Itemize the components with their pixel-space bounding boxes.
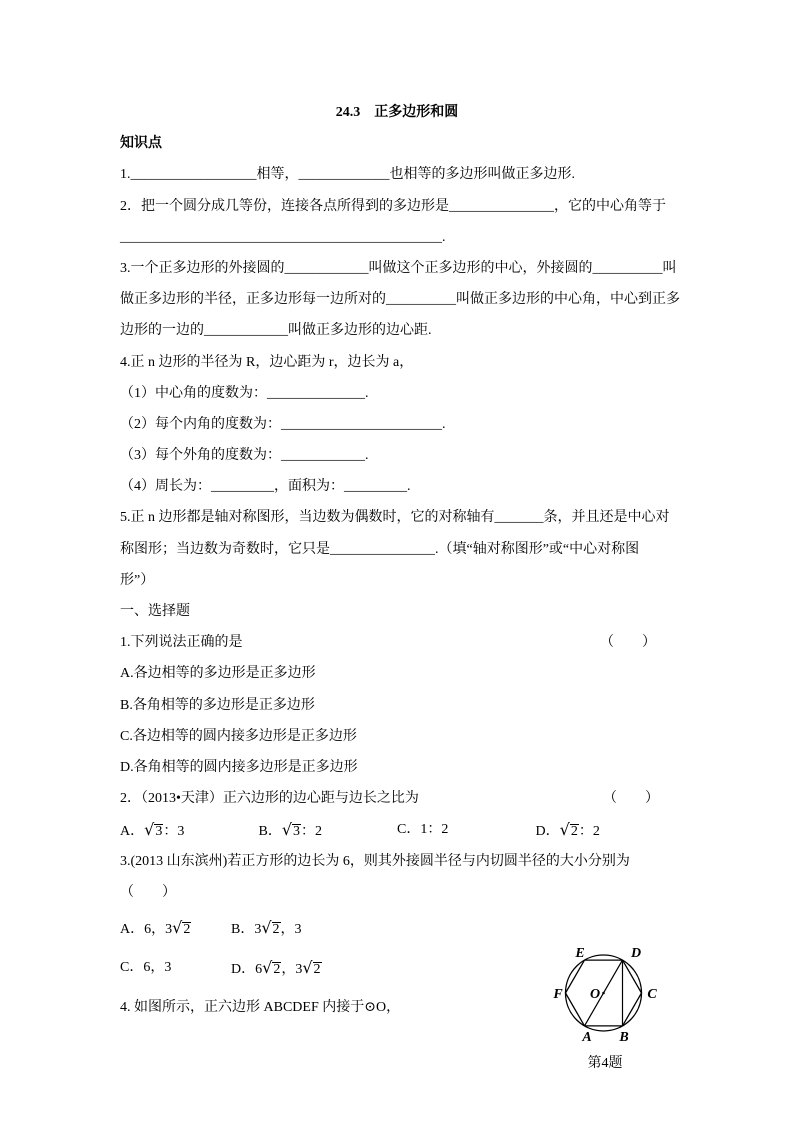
choice-q1-option-a: A.各边相等的多边形是正多边形 — [120, 666, 316, 682]
knowledge-q4-item-2: （2）每个内角的度数为：_______________________. — [120, 416, 446, 432]
knowledge-q1: 1.__________________相等，_____________也相等的多边形叫做正多边形. — [120, 167, 575, 183]
radical-sign: √ — [262, 957, 273, 977]
inscribed-hexagon-figure — [545, 935, 670, 1075]
option-text: 3 — [254, 921, 262, 937]
option-tail: ：3 — [163, 824, 185, 840]
option-text: 1：2 — [420, 822, 449, 838]
choice-q3-answer-paren: （ ） — [120, 884, 176, 900]
choice-q3-option-d — [231, 948, 342, 988]
center-point-o — [602, 992, 605, 995]
page-title: 24.3 正多边形和圆 — [335, 105, 459, 120]
label-e: E — [575, 946, 585, 961]
option-label: C． — [397, 822, 421, 838]
knowledge-q4-item-3: （3）每个外角的度数为：____________. — [120, 448, 369, 464]
radicand: 3 — [293, 824, 301, 840]
label-f: F — [553, 987, 563, 1002]
choice-q1-option-b: B.各角相等的多边形是正多边形 — [120, 697, 315, 713]
option-label: B． — [231, 921, 255, 937]
choice-q2-stem-row — [120, 783, 680, 814]
choice-q2-option-a — [120, 814, 259, 845]
label-d: D — [630, 946, 642, 961]
option-text-middle: ，3 — [281, 961, 303, 977]
option-text: 6 — [255, 961, 263, 977]
knowledge-q5-line-1: 5.正 n 边形都是轴对称图形，当边数为偶数时，它的对称轴有_______条，并且还是中心对 — [120, 510, 670, 526]
choice-q2-option-b — [259, 814, 398, 845]
option-tail: ，3 — [280, 921, 302, 937]
choice-q3-option-a — [120, 908, 231, 948]
label-b: B — [619, 1030, 629, 1045]
choice-q1-option-d: D.各角相等的圆内接多边形是正多边形 — [120, 759, 358, 775]
option-tail: ：2 — [578, 824, 600, 840]
knowledge-q3-line-1: 3.一个正多边形的外接圆的____________叫做这个正多边形的中心，外接圆的__________叫 — [120, 260, 677, 276]
option-text: 6，3 — [143, 959, 172, 975]
radical-sign: √ — [559, 820, 570, 840]
radicand: 2 — [313, 961, 321, 977]
choice-q4-stem: 4. 如图所示，正六边形 ABCDEF 内接于⊙O， — [120, 999, 401, 1015]
radical-sign: √ — [172, 917, 183, 937]
label-o: O — [589, 987, 601, 1002]
option-label: B． — [258, 824, 282, 840]
radical-sign: √ — [281, 820, 293, 840]
option-text: 6，3 — [144, 921, 173, 937]
knowledge-q5-line-2: 称图形；当边数为奇数时，它只是_______________.（填“轴对称图形”或“中心对称图 — [120, 541, 640, 557]
choice-q3-option-b — [231, 908, 342, 948]
radicand: 3 — [155, 824, 163, 840]
choice-q2-option-c — [397, 814, 536, 845]
choice-q3-stem: 3.(2013 山东滨州)若正方形的边长为 6，则其外接圆半径与内切圆半径的大小分别为 — [120, 853, 630, 869]
option-label: D． — [231, 961, 256, 977]
knowledge-q4-stem: 4.正 n 边形的半径为 R，边心距为 r，边长为 a， — [120, 354, 414, 370]
label-a: A — [582, 1030, 592, 1045]
choice-q2-options — [120, 814, 680, 845]
radicand: 2 — [272, 921, 280, 937]
knowledge-heading: 知识点 — [120, 136, 162, 152]
choice-q2-answer-paren: （ ） — [603, 791, 659, 807]
knowledge-q4-item-1: （1）中心角的度数为：______________. — [120, 385, 369, 401]
knowledge-q5-line-3: 形”） — [120, 572, 155, 588]
knowledge-q3-line-2: 做正多边形的半径，正多边形每一边所对的__________叫做正多边形的中心角，中心到正多 — [120, 292, 680, 308]
worksheet — [120, 97, 680, 1028]
knowledge-q3-line-3: 边形的一边的____________叫做正多边形的边心距. — [120, 323, 432, 339]
choice-q3-option-c — [120, 948, 231, 988]
option-label: A． — [120, 824, 145, 840]
radicand: 2 — [570, 824, 578, 840]
figure-caption: 第4题 — [587, 1056, 623, 1071]
option-label: A． — [120, 921, 145, 937]
knowledge-q4-item-4: （4）周长为：_________，面积为：_________. — [120, 479, 411, 495]
choice-heading: 一、选择题 — [120, 604, 190, 619]
radical-sign: √ — [144, 820, 155, 840]
option-tail: ：2 — [301, 824, 323, 840]
radical-sign: √ — [302, 957, 313, 977]
choice-q1-stem: 1.下列说法正确的是 — [120, 635, 243, 651]
knowledge-q2-line-1: 2．把一个圆分成几等份，连接各点所得到的多边形是_______________，它的中心角等于 — [120, 198, 666, 214]
radicand: 2 — [183, 921, 191, 937]
choice-q2-option-d — [536, 814, 675, 845]
choice-q2-stem: 2．（2013•天津）正六边形的边心距与边长之比为 — [120, 791, 419, 807]
label-c: C — [647, 987, 657, 1002]
choice-q1-answer-paren: （ ） — [600, 635, 656, 651]
choice-q1-stem-row — [120, 627, 680, 658]
knowledge-q2-line-2: ______________________________________________. — [120, 229, 446, 245]
option-label: D． — [535, 824, 560, 840]
radical-sign: √ — [261, 917, 272, 937]
choice-q1-option-c: C.各边相等的圆内接多边形是正多边形 — [120, 728, 357, 744]
option-label: C． — [120, 959, 144, 975]
radicand: 2 — [273, 961, 281, 977]
